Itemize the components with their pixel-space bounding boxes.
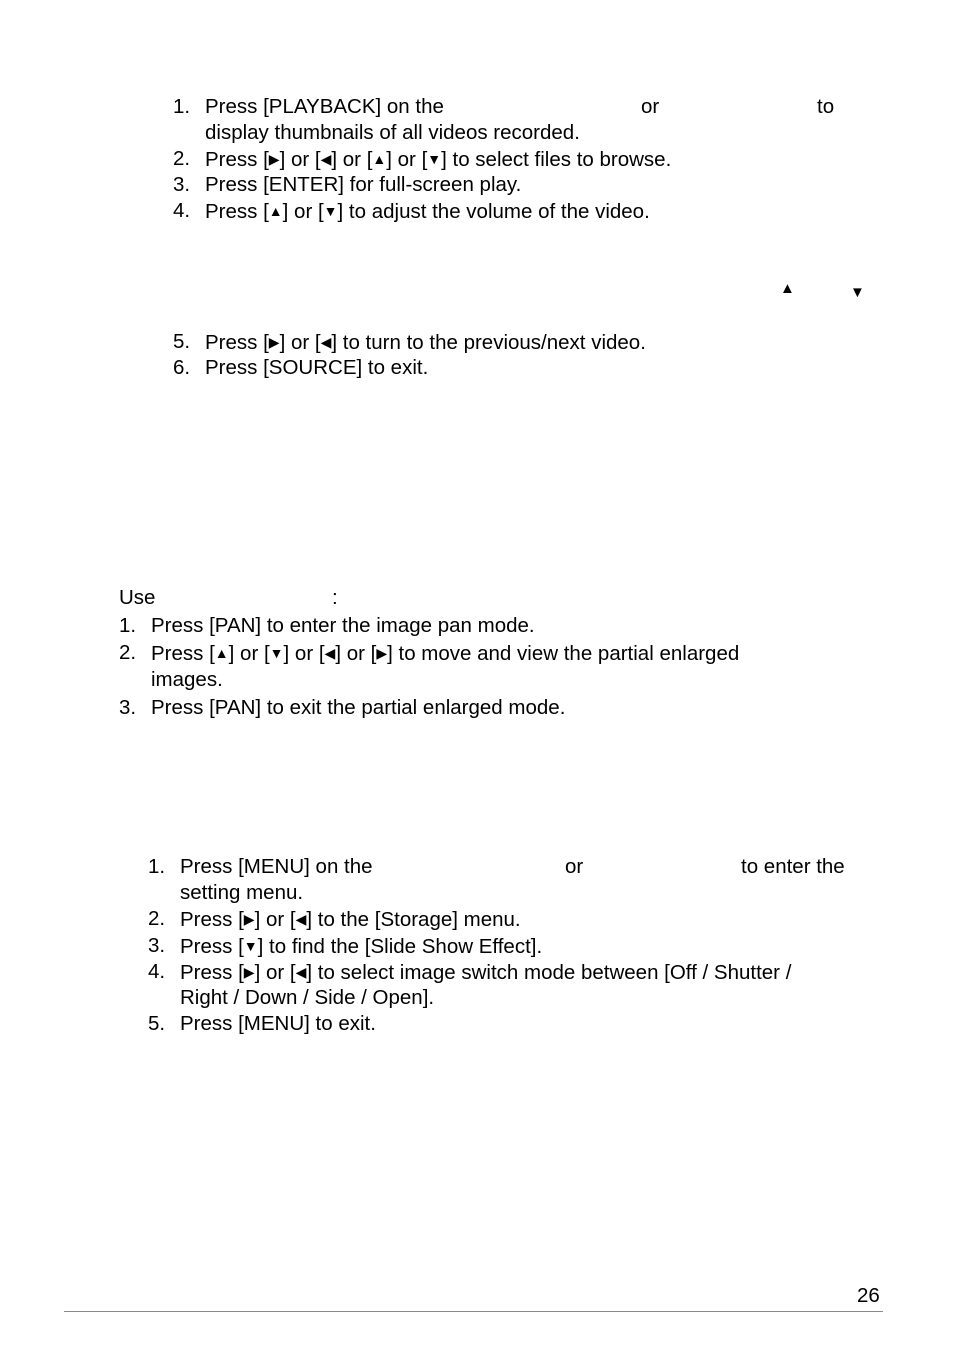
right-arrow-icon: ▶ — [376, 645, 388, 661]
step-number: 2. — [148, 907, 166, 930]
right-arrow-icon: ▶ — [268, 151, 280, 167]
down-arrow-icon: ▼ — [427, 151, 442, 167]
step-text: Press [SOURCE] to exit. — [205, 356, 429, 379]
step-text: Press [MENU] to exit. — [180, 1012, 376, 1035]
step-text: Press [▶] or [◀] to the [Storage] menu. — [180, 908, 521, 931]
up-arrow-icon: ▲ — [214, 645, 229, 661]
step-number: 4. — [173, 199, 191, 222]
step-text: Press [PAN] to exit the partial enlarged mode. — [151, 696, 566, 719]
step-text-to: to enter the — [741, 855, 845, 878]
step-number: 3. — [119, 696, 137, 719]
step-number: 5. — [173, 330, 191, 353]
step-text: Press [▶] or [◀] to turn to the previous/next video. — [205, 331, 646, 354]
step-text: Press [▶] or [◀] or [▲] or [▼] to select files to browse. — [205, 148, 672, 171]
step-text: Press [ENTER] for full-screen play. — [205, 173, 522, 196]
step-text-or: or — [641, 95, 660, 118]
step-text: Press [▶] or [◀] to select image switch mode between [Off / Shutter / — [180, 961, 792, 984]
step-number: 1. — [119, 614, 137, 637]
step-text: Press [PAN] to enter the image pan mode. — [151, 614, 535, 637]
down-arrow-icon: ▼ — [269, 645, 284, 661]
left-arrow-icon: ◀ — [320, 334, 332, 350]
step-text-or: or — [565, 855, 584, 878]
step-text: Press [▼] to find the [Slide Show Effect]. — [180, 935, 543, 958]
step-continuation: display thumbnails of all videos recorded. — [205, 121, 580, 144]
step-text: Press [▲] or [▼] or [◀] or [▶] to move and view the partial enlarged — [151, 642, 740, 665]
step-number: 3. — [173, 173, 191, 196]
left-arrow-icon: ◀ — [324, 645, 336, 661]
step-number: 2. — [119, 641, 137, 664]
up-arrow-icon: ▲ — [780, 280, 795, 297]
step-continuation: images. — [151, 668, 223, 691]
down-arrow-icon: ▼ — [850, 284, 865, 301]
step-number: 3. — [148, 934, 166, 957]
step-continuation: Right / Down / Side / Open]. — [180, 986, 435, 1009]
pan-intro: Use — [119, 586, 156, 609]
footer-divider — [64, 1311, 883, 1312]
step-number: 4. — [148, 960, 166, 983]
down-arrow-icon: ▼ — [323, 203, 338, 219]
up-arrow-icon: ▲ — [372, 151, 387, 167]
left-arrow-icon: ◀ — [295, 911, 307, 927]
left-arrow-icon: ◀ — [295, 964, 307, 980]
step-text: Press [MENU] on the — [180, 855, 373, 878]
step-text: Press [PLAYBACK] on the — [205, 95, 444, 118]
step-number: 2. — [173, 147, 191, 170]
right-arrow-icon: ▶ — [243, 911, 255, 927]
right-arrow-icon: ▶ — [243, 964, 255, 980]
pan-intro-colon: : — [332, 586, 338, 609]
step-number: 6. — [173, 356, 191, 379]
up-arrow-icon: ▲ — [268, 203, 283, 219]
down-arrow-icon: ▼ — [243, 938, 258, 954]
step-text: Press [▲] or [▼] to adjust the volume of the video. — [205, 200, 650, 223]
left-arrow-icon: ◀ — [320, 151, 332, 167]
step-continuation: setting menu. — [180, 881, 304, 904]
step-text-to: to — [817, 95, 835, 118]
step-number: 1. — [148, 855, 166, 878]
right-arrow-icon: ▶ — [268, 334, 280, 350]
step-number: 1. — [173, 95, 191, 118]
page-number: 26 — [857, 1284, 880, 1307]
step-number: 5. — [148, 1012, 166, 1035]
